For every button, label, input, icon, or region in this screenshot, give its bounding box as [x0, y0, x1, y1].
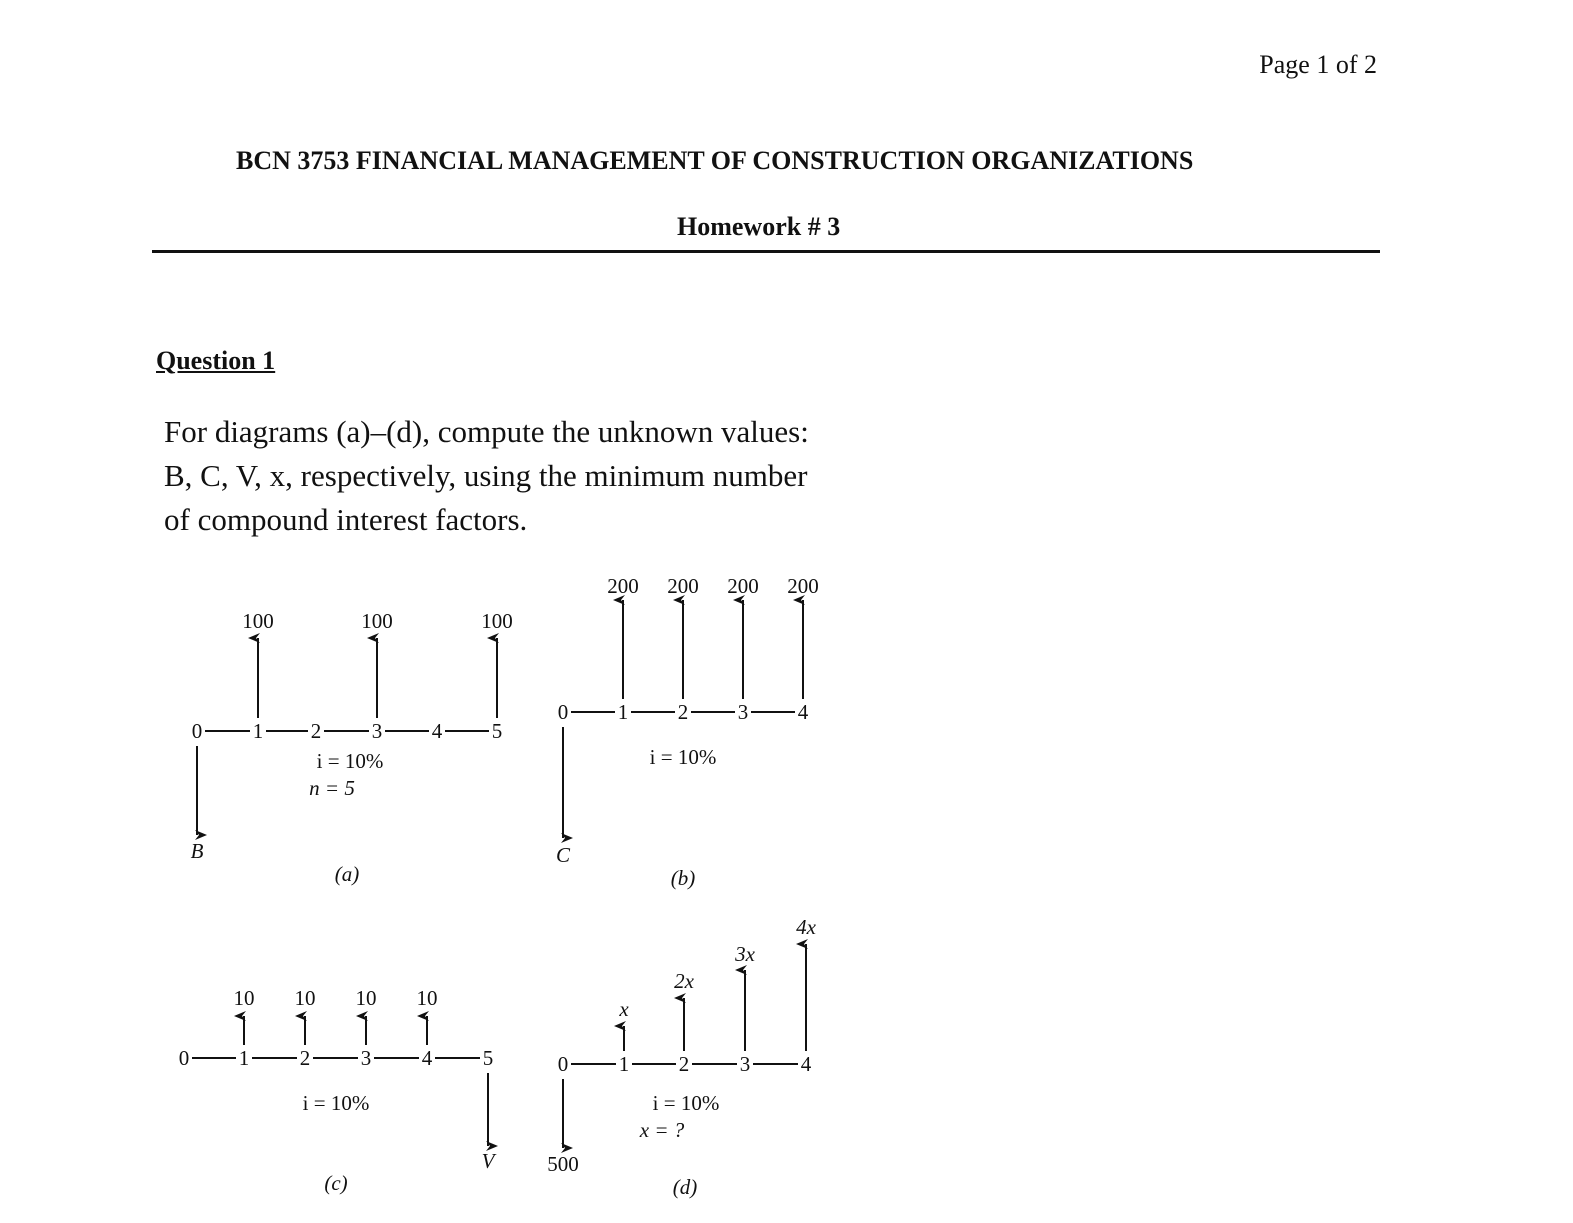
period-label: 0: [557, 1052, 569, 1076]
diagram-b: [556, 574, 819, 890]
period-label: 3: [737, 700, 749, 724]
diagram-a: [191, 609, 513, 886]
prompt-line: B, C, V, x, respectively, using the minimum number: [164, 458, 808, 493]
cash-flow-amount: 10: [233, 986, 255, 1010]
diagram-c: [179, 986, 497, 1195]
period-label: 4: [797, 700, 809, 724]
cash-flow-amount: 10: [355, 986, 377, 1010]
period-label: 1: [238, 1046, 250, 1070]
cash-flow-amount: 200: [607, 574, 639, 598]
interest-rate-label: i = 10%: [302, 1091, 370, 1115]
course-title: BCN 3753 FINANCIAL MANAGEMENT OF CONSTRUCTION ORGANIZATIONS: [236, 146, 1194, 175]
diagram-d: [547, 915, 816, 1199]
cash-flow-amount: 3x: [735, 942, 755, 966]
cash-flow-amount: 10: [416, 986, 438, 1010]
period-label: 1: [252, 719, 264, 743]
period-label: 2: [299, 1046, 311, 1070]
period-label: 0: [191, 719, 203, 743]
unknown-question-label: x = ?: [639, 1118, 685, 1142]
unknown-value-label: 500: [547, 1152, 579, 1176]
cash-flow-amount: 200: [787, 574, 819, 598]
interest-rate-label: i = 10%: [316, 749, 384, 773]
period-label: 0: [178, 1046, 190, 1070]
period-label: 1: [618, 1052, 630, 1076]
period-label: 4: [800, 1052, 812, 1076]
period-label: 5: [491, 719, 503, 743]
period-label: 2: [678, 1052, 690, 1076]
cash-flow-amount: 10: [294, 986, 316, 1010]
period-label: 3: [360, 1046, 372, 1070]
cash-flow-amount: 200: [727, 574, 759, 598]
cash-flow-amount: 4x: [796, 915, 816, 939]
diagram-caption: (b): [670, 866, 696, 890]
prompt-line: of compound interest factors.: [164, 502, 528, 537]
period-label: 2: [677, 700, 689, 724]
diagram-caption: (d): [672, 1175, 698, 1199]
cash-flow-amount: 100: [481, 609, 513, 633]
period-label: 0: [557, 700, 569, 724]
period-label: 5: [482, 1046, 494, 1070]
diagram-caption: (c): [324, 1171, 348, 1195]
period-label: 1: [617, 700, 629, 724]
diagram-caption: (a): [334, 862, 360, 886]
period-label: 2: [310, 719, 322, 743]
cash-flow-amount: 100: [361, 609, 393, 633]
period-label: 3: [371, 719, 383, 743]
period-label: 4: [431, 719, 443, 743]
interest-rate-label: i = 10%: [652, 1091, 720, 1115]
cash-flow-amount: 100: [242, 609, 274, 633]
period-label: 4: [421, 1046, 433, 1070]
cash-flow-amount: x: [619, 997, 629, 1021]
cash-flow-amount: 2x: [674, 969, 694, 993]
unknown-value-label: C: [555, 843, 571, 867]
page-number: Page 1 of 2: [1259, 50, 1377, 79]
period-label: 3: [739, 1052, 751, 1076]
periods-label: n = 5: [309, 776, 355, 800]
unknown-value-label: B: [190, 839, 204, 863]
homework-title: Homework # 3: [677, 212, 841, 241]
cash-flow-amount: 200: [667, 574, 699, 598]
interest-rate-label: i = 10%: [649, 745, 717, 769]
question-title: Question 1: [156, 346, 276, 375]
unknown-value-label: V: [481, 1149, 495, 1173]
prompt-line: For diagrams (a)–(d), compute the unknown values:: [164, 414, 809, 449]
